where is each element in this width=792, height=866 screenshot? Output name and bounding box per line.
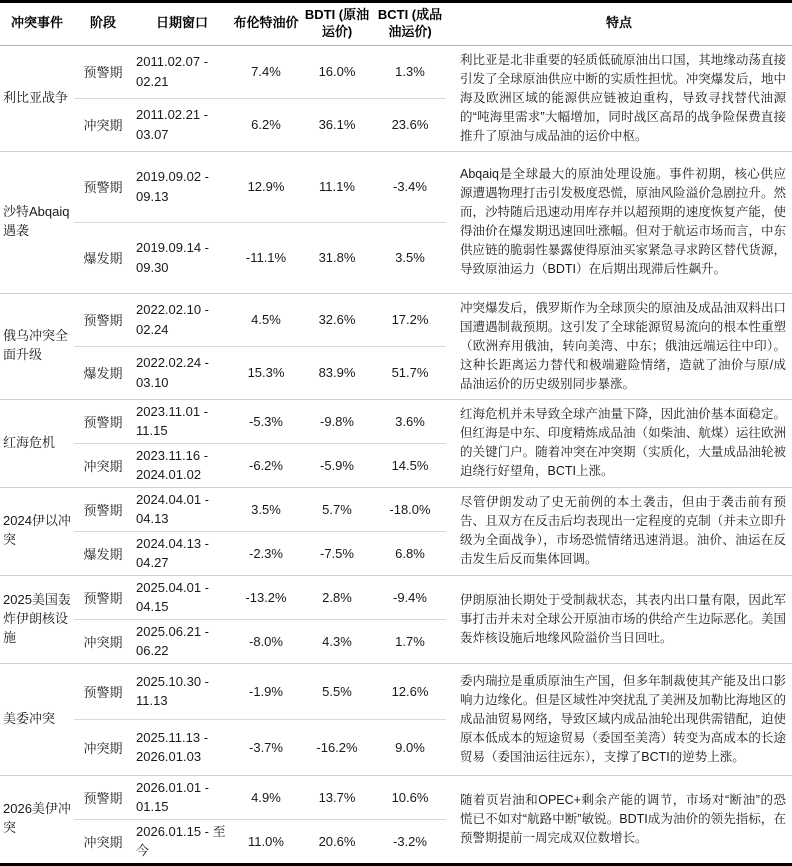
bdti-change-cell: 4.3% (300, 619, 374, 663)
phase-cell: 预警期 (74, 151, 132, 222)
bcti-change-cell: -18.0% (374, 487, 446, 531)
table-row (0, 663, 792, 719)
brent-change-cell: -11.1% (232, 222, 300, 293)
bcti-change-cell: 3.6% (374, 399, 446, 443)
header-features: 特点 (446, 2, 792, 46)
date-window-cell: 2025.10.30 - 11.13 (132, 663, 232, 719)
event-name: 俄乌冲突全面升级 (0, 293, 74, 399)
bcti-change-cell: 1.7% (374, 619, 446, 663)
table-row (0, 575, 792, 619)
header-phase: 阶段 (74, 2, 132, 46)
event-name: 利比亚战争 (3, 89, 69, 105)
header-date-window: 日期窗口 (132, 2, 232, 46)
bcti-change-cell: 12.6% (374, 663, 446, 719)
bcti-change-cell: 9.0% (374, 719, 446, 775)
bcti-change-cell: 6.8% (374, 531, 446, 575)
event-note: 利比亚是北非重要的轻质低硫原油出口国，其地缘动荡直接引发了全球原油供应中断的实质性担忧。冲突爆发后，地中海及欧洲区域的能源供应链被迫重构，导致寻找替代油源的“吨海里需求”大幅增加，同时战区高昂的战争险保费直接推升了原油与成品油的运价中枢。 (460, 52, 786, 143)
date-window-cell: 2025.06.21 - 06.22 (132, 619, 232, 663)
phase-cell: 冲突期 (74, 443, 132, 487)
phase-cell: 预警期 (74, 487, 132, 531)
brent-change-cell: 3.5% (232, 487, 300, 531)
bdti-change-cell: 36.1% (300, 98, 374, 151)
event-note: Abqaiq是全球最大的原油处理设施。事件初期，核心供应源遭遇物理打击引发极度恐慌，原油风险溢价急剧拉升。然而，沙特随后迅速动用库存并以超预期的速度恢复产能，使得油价在爆发期迅速回吐涨幅。但对于航运市场而言，中东供应链的脆弱性暴露使得原油买家紧急寻求跨区替代货源，导致原油运力（BDTI）在后期出现滞后性飙升。 (446, 151, 792, 293)
bdti-change-cell: 2.8% (300, 575, 374, 619)
bdti-change-cell: -16.2% (300, 719, 374, 775)
brent-change-cell: 4.9% (232, 775, 300, 819)
bdti-change-cell: -5.9% (300, 443, 374, 487)
date-window-cell: 2025.04.01 - 04.15 (132, 575, 232, 619)
event-name: 2026美伊冲突 (0, 775, 74, 864)
date-window-cell: 2011.02.21 - 03.07 (132, 98, 232, 151)
date-window-cell: 2024.04.01 - 04.13 (132, 487, 232, 531)
bdti-change-cell: 32.6% (300, 293, 374, 346)
phase-cell: 爆发期 (74, 346, 132, 399)
date-window-cell: 2023.11.16 - 2024.01.02 (132, 443, 232, 487)
phase-cell: 预警期 (74, 293, 132, 346)
table-row (0, 487, 792, 531)
brent-change-cell: 7.4% (251, 64, 281, 80)
event-note: 伊朗原油长期处于受制裁状态，其表内出口量有限，因此军事打击并未对全球公开原油市场的供给产生边际恶化。美国轰炸核设施后地缘风险溢价当日回吐。 (446, 575, 792, 663)
event-note: 红海危机并未导致全球产油量下降，因此油价基本面稳定。但红海是中东、印度精炼成品油（如柴油、航煤）运往欧洲的关键门户。随着冲突在冲突期（实质化，大量成品油轮被迫绕行好望角，BCTI上涨。 (446, 399, 792, 487)
bcti-change-cell: 51.7% (374, 346, 446, 399)
phase-cell: 预警期 (74, 663, 132, 719)
phase-cell: 预警期 (83, 65, 123, 81)
event-name: 红海危机 (0, 399, 74, 487)
brent-change-cell: -8.0% (232, 619, 300, 663)
bcti-change-cell: 1.3% (395, 64, 425, 80)
date-window-cell: 2026.01.01 - 01.15 (132, 775, 232, 819)
brent-change-cell: 4.5% (232, 293, 300, 346)
event-name: 美委冲突 (0, 663, 74, 775)
event-name: 2025美国轰炸伊朗核设施 (0, 575, 74, 663)
brent-change-cell: -6.2% (232, 443, 300, 487)
date-window-cell: 2025.11.13 - 2026.01.03 (132, 719, 232, 775)
bdti-change-cell: 5.5% (300, 663, 374, 719)
date-window-cell: 2024.04.13 - 04.27 (132, 531, 232, 575)
event-name: 2024伊以冲突 (0, 487, 74, 575)
event-note: 尽管伊朗发动了史无前例的本土袭击，但由于袭击前有预告、且双方在反击后均表现出一定程度的克制（并未立即升级为全面战争），市场恐慌情绪迅速消退。油价、油运在反击发生后反而集体回调。 (446, 487, 792, 575)
bdti-change-cell: 13.7% (300, 775, 374, 819)
brent-change-cell: -5.3% (232, 399, 300, 443)
bdti-change-cell: -7.5% (300, 531, 374, 575)
bdti-change-cell: 20.6% (300, 819, 374, 864)
date-window-cell: 2011.02.07 - 02.21 (136, 54, 209, 89)
bcti-change-cell: -3.2% (374, 819, 446, 864)
date-window-cell: 2019.09.02 - 09.13 (132, 151, 232, 222)
phase-cell: 冲突期 (74, 619, 132, 663)
phase-cell: 预警期 (74, 775, 132, 819)
phase-cell: 冲突期 (74, 819, 132, 864)
event-note: 冲突爆发后，俄罗斯作为全球顶尖的原油及成品油双料出口国遭遇制裁预期。这引发了全球能源贸易流向的根本性重塑（欧洲弃用俄油，转向美湾、中东；俄油远端运往中印）。这种长距离运力替代和极端避险情绪，造就了油价与原/成品油运价的历史级别同步暴涨。 (446, 293, 792, 399)
bdti-change-cell: 31.8% (300, 222, 374, 293)
table-header-row (0, 2, 792, 46)
phase-cell: 冲突期 (74, 719, 132, 775)
bdti-change-cell: 11.1% (300, 151, 374, 222)
bcti-change-cell: -9.4% (374, 575, 446, 619)
brent-change-cell: 11.0% (232, 819, 300, 864)
date-window-cell: 2022.02.10 - 02.24 (132, 293, 232, 346)
date-window-cell: 2022.02.24 - 03.10 (132, 346, 232, 399)
table-row (0, 45, 792, 98)
bdti-change-cell: 5.7% (300, 487, 374, 531)
event-note: 委内瑞拉是重质原油生产国，但多年制裁使其产能及出口影响力边缘化。但是区域性冲突扰乱了美洲及加勒比海地区的成品油贸易网络，导致区域内成品油轮出现供需错配，迫使原本低成本的短途贸易（委国至美湾）转变为高成本的长途贸易（委国油运往远东），支撑了BCTI的逆势上涨。 (446, 663, 792, 775)
table-row (0, 399, 792, 443)
date-window-cell: 2019.09.14 - 09.30 (132, 222, 232, 293)
brent-change-cell: 15.3% (232, 346, 300, 399)
header-bdti: BDTI (原油运价) (300, 2, 374, 46)
date-window-cell: 2023.11.01 - 11.15 (132, 399, 232, 443)
bcti-change-cell: -3.4% (374, 151, 446, 222)
phase-cell: 预警期 (74, 399, 132, 443)
phase-cell: 爆发期 (74, 222, 132, 293)
header-bcti: BCTI (成品油运价) (374, 2, 446, 46)
brent-change-cell: -13.2% (232, 575, 300, 619)
brent-change-cell: 6.2% (232, 98, 300, 151)
phase-cell: 冲突期 (74, 98, 132, 151)
bdti-change-cell: 83.9% (300, 346, 374, 399)
bcti-change-cell: 23.6% (374, 98, 446, 151)
bcti-change-cell: 17.2% (374, 293, 446, 346)
event-note: 随着页岩油和OPEC+剩余产能的调节，市场对“断油”的恐慌已不如对“航路中断”敏锐。BDTI成为油价的领先指标，在预警期提前一周完成双位数增长。 (446, 775, 792, 864)
date-window-cell: 2026.01.15 - 至今 (132, 819, 232, 864)
header-conflict-event: 冲突事件 (0, 2, 74, 46)
brent-change-cell: -3.7% (232, 719, 300, 775)
phase-cell: 爆发期 (74, 531, 132, 575)
event-name: 沙特Abqaiq遇袭 (0, 151, 74, 293)
bcti-change-cell: 10.6% (374, 775, 446, 819)
bcti-change-cell: 3.5% (374, 222, 446, 293)
bcti-change-cell: 14.5% (374, 443, 446, 487)
bdti-change-cell: -9.8% (300, 399, 374, 443)
bdti-change-cell: 16.0% (318, 64, 356, 80)
brent-change-cell: -1.9% (232, 663, 300, 719)
phase-cell: 预警期 (74, 575, 132, 619)
table-row (0, 293, 792, 346)
brent-change-cell: -2.3% (232, 531, 300, 575)
table-row (0, 775, 792, 819)
brent-change-cell: 12.9% (232, 151, 300, 222)
table-row (0, 151, 792, 222)
header-brent-price: 布伦特油价 (232, 2, 300, 46)
